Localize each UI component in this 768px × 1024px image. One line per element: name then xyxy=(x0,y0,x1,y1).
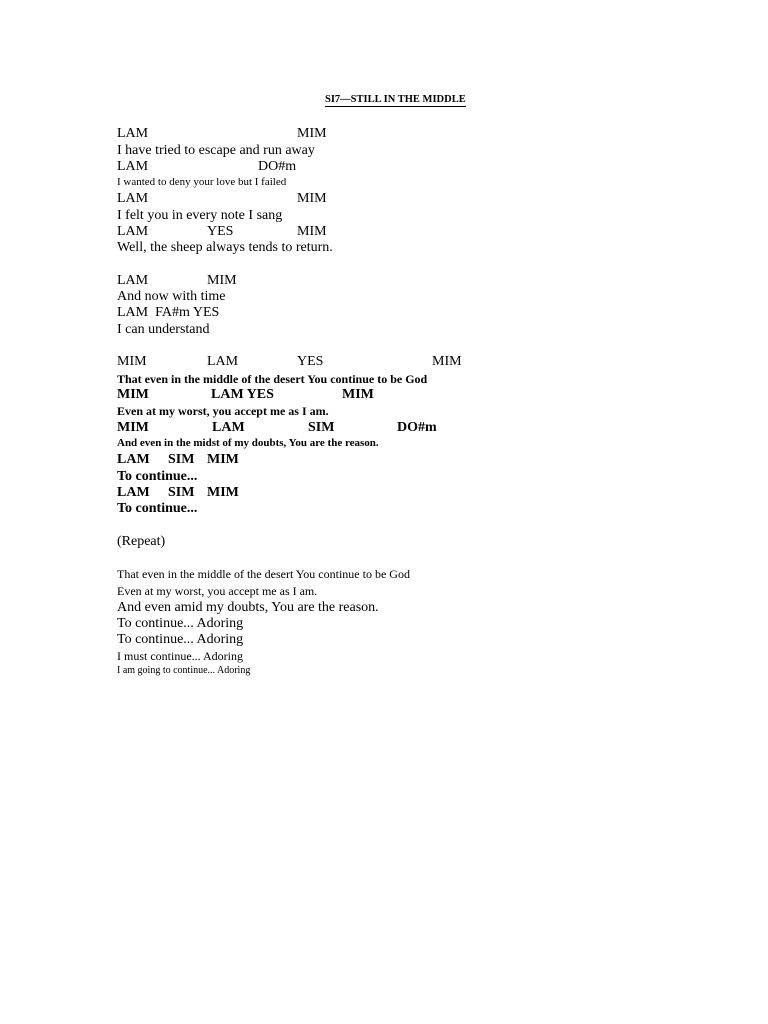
repeat-label: (Repeat) xyxy=(117,534,166,549)
lyric-text: And now with time xyxy=(117,289,226,304)
lyric-text: I must continue... Adoring xyxy=(117,649,243,663)
lyric-line xyxy=(0,404,768,420)
lyric-line xyxy=(0,289,768,305)
chord-line xyxy=(0,387,768,403)
chord: MIM xyxy=(207,273,237,288)
chord: MIM xyxy=(432,354,462,369)
chord: LAM xyxy=(117,452,150,467)
lyric-line xyxy=(0,665,768,681)
lyric-text: To continue... xyxy=(117,501,198,516)
chord-line xyxy=(0,126,768,142)
chord-line xyxy=(0,305,768,321)
chord: SIM xyxy=(308,420,335,435)
chord: DO#m xyxy=(397,420,437,435)
chord-line xyxy=(0,159,768,175)
lyric-text: Even at my worst, you accept me as I am. xyxy=(117,584,318,598)
chord: MIM xyxy=(117,420,149,435)
lyric-line xyxy=(0,600,768,616)
lyric-line xyxy=(0,649,768,665)
lyric-text: I wanted to deny your love but I failed xyxy=(117,176,287,188)
lyric-text: I can understand xyxy=(117,322,210,337)
lyric-text: And even in the midst of my doubts, You are the reason. xyxy=(117,437,379,449)
chord: LAM xyxy=(117,485,150,500)
chord: LAM FA#m YES xyxy=(117,305,220,320)
chord: MIM xyxy=(117,387,149,402)
lyric-text: Well, the sheep always tends to return. xyxy=(117,240,333,255)
lyric-line xyxy=(0,632,768,648)
chord: LAM xyxy=(117,126,149,141)
lyric-line xyxy=(0,437,768,453)
chord: MIM xyxy=(342,387,374,402)
lyric-line xyxy=(0,501,768,517)
lyric-line xyxy=(0,143,768,159)
lyric-text: I am going to continue... Adoring xyxy=(117,665,251,676)
lyric-line xyxy=(0,567,768,583)
lyric-text: I felt you in every note I sang xyxy=(117,208,283,223)
chord: MIM xyxy=(207,485,239,500)
chord-line xyxy=(0,354,768,370)
lyric-text: To continue... Adoring xyxy=(117,616,244,631)
lyric-line xyxy=(0,240,768,256)
chord: LAM xyxy=(117,224,149,239)
chord: LAM xyxy=(117,159,149,174)
lyric-text: To continue... Adoring xyxy=(117,632,244,647)
chord-line xyxy=(0,485,768,501)
song-title: SI7—STILL IN THE MIDDLE xyxy=(325,94,466,105)
chord: YES xyxy=(207,224,234,239)
chord-line xyxy=(0,273,768,289)
chord: LAM YES xyxy=(211,387,274,402)
chord-line xyxy=(0,452,768,468)
chord: MIM xyxy=(297,191,327,206)
chord: MIM xyxy=(207,452,239,467)
lyric-line xyxy=(0,584,768,600)
lyric-line xyxy=(0,208,768,224)
chord: SIM xyxy=(168,485,195,500)
lyric-line xyxy=(0,469,768,485)
lyric-line xyxy=(0,616,768,632)
lyric-text: And even amid my doubts, You are the reason. xyxy=(117,600,379,615)
chord: MIM xyxy=(297,224,327,239)
chord: SIM xyxy=(168,452,195,467)
chord-line xyxy=(0,191,768,207)
chord: LAM xyxy=(212,420,245,435)
lyric-line xyxy=(0,322,768,338)
chord-line xyxy=(0,224,768,240)
chord: MIM xyxy=(117,354,147,369)
chord: LAM xyxy=(117,273,149,288)
lyric-line xyxy=(0,176,768,192)
chord: MIM xyxy=(297,126,327,141)
chord: DO#m xyxy=(258,159,297,174)
chord: LAM xyxy=(207,354,239,369)
lyric-line xyxy=(0,372,768,388)
repeat-label-line xyxy=(0,534,768,550)
lyric-text: That even in the middle of the desert You continue to be God xyxy=(117,567,410,581)
chord: LAM xyxy=(117,191,149,206)
lyric-text: I have tried to escape and run away xyxy=(117,143,315,158)
chord: YES xyxy=(297,354,324,369)
lyric-text: That even in the middle of the desert You continue to be God xyxy=(117,372,428,386)
lyric-text: Even at my worst, you accept me as I am. xyxy=(117,404,329,418)
chord-line xyxy=(0,420,768,436)
lyric-text: To continue... xyxy=(117,469,198,484)
